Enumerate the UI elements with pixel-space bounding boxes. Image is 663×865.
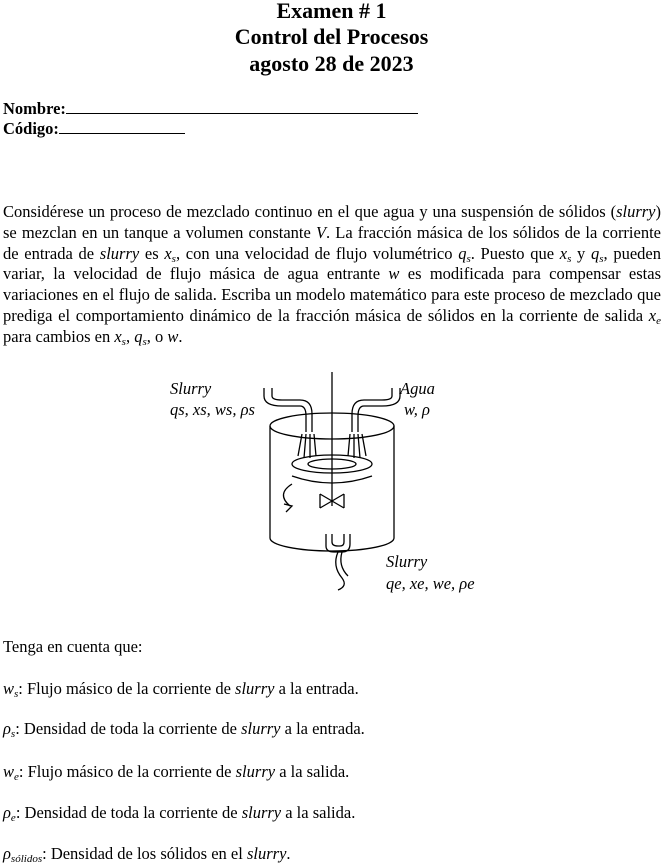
note-rhos: $\rho_s$: Densidad de toda la corriente de slurry a la entrada.	[3, 719, 365, 740]
note-rhoe: $\rho_e$: Densidad de toda la corriente de slurry a la salida.	[3, 803, 356, 824]
note-we: $w_e$: Flujo másico de la corriente de slurry a la salida.	[3, 762, 350, 783]
course-title: Control del Procesos	[234, 24, 429, 49]
exam-title: Examen # 1	[276, 0, 387, 23]
outlet-slurry-label: Slurry	[386, 552, 428, 571]
agua-label: Agua	[400, 379, 435, 398]
nombre-label: Nombre:	[3, 99, 66, 118]
codigo-label: Código:	[3, 119, 59, 138]
nombre-field[interactable]	[3, 99, 418, 119]
notes-intro: Tenga en cuenta que:	[3, 637, 143, 656]
codigo-field[interactable]	[3, 119, 185, 139]
problem-statement: Considérese un proceso de mezclado continuo en el que agua y una suspensión de sólidos (slurry) se mezclan en un tanque a volumen constante V. La fracción másica de los sólidos de la corriente de entrada de slurry es $x_s$, con una velocidad de flujo volumétrico $q_s$. Puesto que $x_s$ y $q_s$, pueden variar, la velocidad de flujo másica de agua entrante w es modificada para compensar estas variaciones en el flujo de salida. Escriba un modelo matemático para este proceso de mezclado que prediga el comportamiento dinámico de la fracción másica de sólidos en la corriente de salida $x_e$ para cambios en $x_s$, $q_s$, o w.	[3, 202, 661, 348]
inlet-slurry-vars: qs, xs, ws, ρs	[170, 400, 255, 419]
inlet-slurry-label: Slurry	[170, 379, 212, 398]
note-rhosolidos: $\rho_{sólidos}$: Densidad de los sólidos en el slurry.	[3, 844, 291, 865]
codigo-line	[59, 132, 185, 134]
exam-date: agosto 28 de 2023	[249, 51, 414, 76]
agua-vars: w, ρ	[404, 400, 430, 419]
outlet-vars: qe, xe, we, ρe	[386, 574, 475, 593]
note-ws: $w_s$: Flujo másico de la corriente de slurry a la entrada.	[3, 679, 359, 700]
nombre-line	[66, 112, 418, 114]
mixing-tank-diagram	[262, 366, 402, 592]
